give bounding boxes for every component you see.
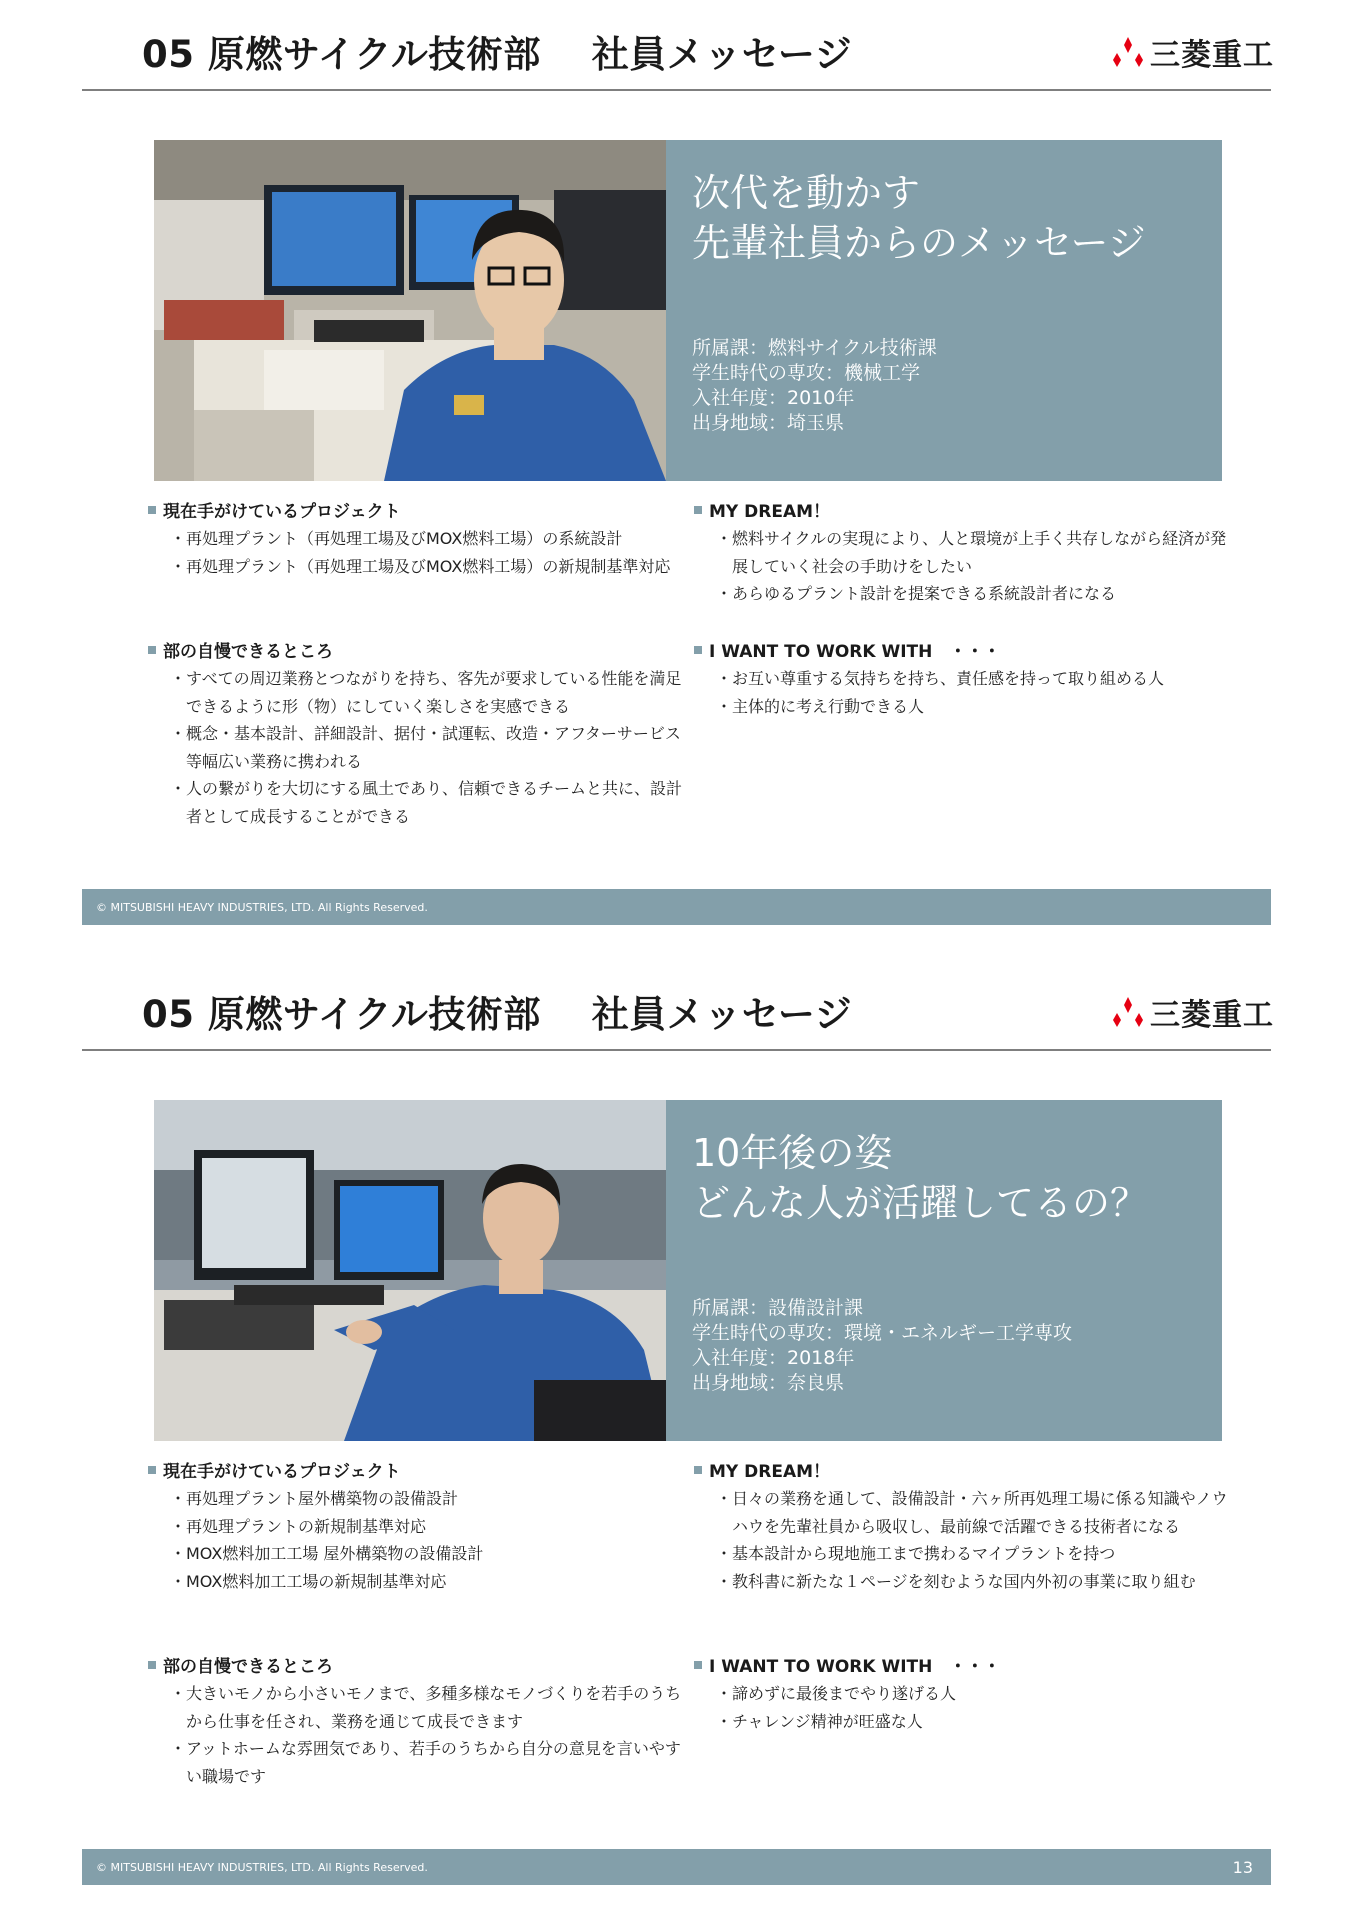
dream-list [694,525,1234,608]
message-panel [666,140,1222,481]
list-item: ・人の繋がりを大切にする風土であり、信頼できるチームと共に、設計者として成長することができる [170,779,683,826]
dream-list [694,1485,1234,1595]
list-item: ・再処理プラント（再処理工場及びMOX燃料工場）の新規制基準対応 [170,556,671,576]
slide-2 [0,960,1351,1920]
section-heading: 現在手がけているプロジェクト [163,1462,401,1482]
profile-join-year: 入社年度：2018年 [692,1347,855,1369]
list-item: ・基本設計から現地施工まで携わるマイプラントを持つ [716,1544,1116,1563]
footer-bar [82,889,1271,925]
profile-department: 所属課：燃料サイクル技術課 [692,337,937,359]
work-with-section [694,639,1234,720]
work-with-list [694,1680,1234,1735]
employee-photo [154,1100,666,1441]
profile-major: 学生時代の専攻：環境・エネルギー工学専攻 [692,1322,1073,1344]
bullet-square-icon [148,1466,156,1474]
company-logo [1110,994,1274,1033]
footer-bar [82,1849,1271,1885]
list-item: ・すべての周辺業務とつながりを持ち、客先が要求している性能を満足できるように形（物）にしていく楽しさを実感できる [170,669,682,716]
three-diamonds-icon [1110,36,1146,68]
dream-section [694,499,1234,608]
employee-profile [692,336,937,436]
slide-title: 05 原燃サイクル技術部 社員メッセージ [142,993,853,1036]
copyright-text: © MITSUBISHI HEAVY INDUSTRIES, LTD. All Rights Reserved. [96,901,428,914]
section-heading: MY DREAM！ [709,1462,831,1482]
project-list [148,525,688,580]
dream-section [694,1459,1234,1595]
list-item: ・MOX燃料加工工場 屋外構築物の設備設計 [170,1544,484,1563]
three-diamonds-icon [1110,996,1146,1028]
title-divider [82,89,1271,91]
section-heading: 部の自慢できるところ [163,642,333,662]
logo-text: 三菱重工 [1150,998,1274,1033]
list-item: ・あらゆるプラント設計を提案できる系統設計者になる [716,584,1117,603]
bullet-square-icon [694,506,702,514]
page-number: 13 [1232,1858,1253,1877]
message-panel [666,1100,1222,1441]
pride-list [148,1680,688,1790]
bullet-square-icon [148,646,156,654]
list-item: ・MOX燃料加工工場の新規制基準対応 [170,1571,447,1591]
list-item: ・教科書に新たな１ページを刻むような国内外初の事業に取り組む [716,1571,1196,1591]
bullet-square-icon [694,1661,702,1669]
list-item: ・概念・基本設計、詳細設計、据付・試運転、改造・アフターサービス等幅広い業務に携われる [170,724,681,771]
work-with-list [694,665,1234,720]
logo-text: 三菱重工 [1150,38,1274,73]
project-section [148,1459,688,1595]
section-heading: I WANT TO WORK WITH ・・・ [709,642,1001,662]
employee-profile [692,1296,1072,1396]
list-item: ・燃料サイクルの実現により、人と環境が上手く共存しながら経済が発展していく社会の手助けをしたい [716,529,1227,576]
list-item: ・チャレンジ精神が旺盛な人 [716,1711,923,1731]
list-item: ・再処理プラントの新規制基準対応 [170,1516,427,1536]
employee-photo [154,140,666,481]
list-item: ・日々の業務を通して、設備設計・六ヶ所再処理工場に係る知識やノウハウを先輩社員から吸収し、最前線で活躍できる技術者になる [716,1489,1228,1536]
work-with-section [694,1654,1234,1735]
slide-title: 05 原燃サイクル技術部 社員メッセージ [142,33,853,76]
profile-major: 学生時代の専攻：機械工学 [692,362,921,384]
bullet-square-icon [694,646,702,654]
project-section [148,499,688,580]
profile-join-year: 入社年度：2010年 [692,387,855,409]
profile-department: 所属課：設備設計課 [692,1297,864,1319]
title-divider [82,1049,1271,1051]
pride-section [148,639,688,830]
list-item: ・再処理プラント屋外構築物の設備設計 [170,1489,459,1508]
pride-section [148,1654,688,1790]
section-heading: MY DREAM！ [709,502,831,522]
list-item: ・再処理プラント（再処理工場及びMOX燃料工場）の系統設計 [170,529,623,548]
list-item: ・お互い尊重する気持ちを持ち、責任感を持って取り組める人 [716,669,1165,688]
bullet-square-icon [148,1661,156,1669]
company-logo [1110,34,1274,73]
profile-hometown: 出身地域：奈良県 [692,1372,845,1394]
list-item: ・主体的に考え行動できる人 [716,696,925,716]
panel-headline: 10年後の姿 どんな人が活躍してるの？ [692,1131,1149,1225]
bullet-square-icon [694,1466,702,1474]
section-heading: 部の自慢できるところ [163,1657,333,1677]
bullet-square-icon [148,506,156,514]
list-item: ・アットホームな雰囲気であり、若手のうちから自分の意見を言いやすい職場です [170,1739,681,1786]
project-list [148,1485,688,1595]
panel-headline: 次代を動かす 先輩社員からのメッセージ [692,171,1146,265]
section-heading: 現在手がけているプロジェクト [163,502,401,522]
pride-list [148,665,688,830]
list-item: ・諦めずに最後までやり遂げる人 [716,1684,957,1703]
section-heading: I WANT TO WORK WITH ・・・ [709,1657,1001,1677]
list-item: ・大きいモノから小さいモノまで、多種多様なモノづくりを若手のうちから仕事を任され、業務を通じて成長できます [170,1684,682,1731]
copyright-text: © MITSUBISHI HEAVY INDUSTRIES, LTD. All Rights Reserved. [96,1861,428,1874]
profile-hometown: 出身地域：埼玉県 [692,412,845,434]
